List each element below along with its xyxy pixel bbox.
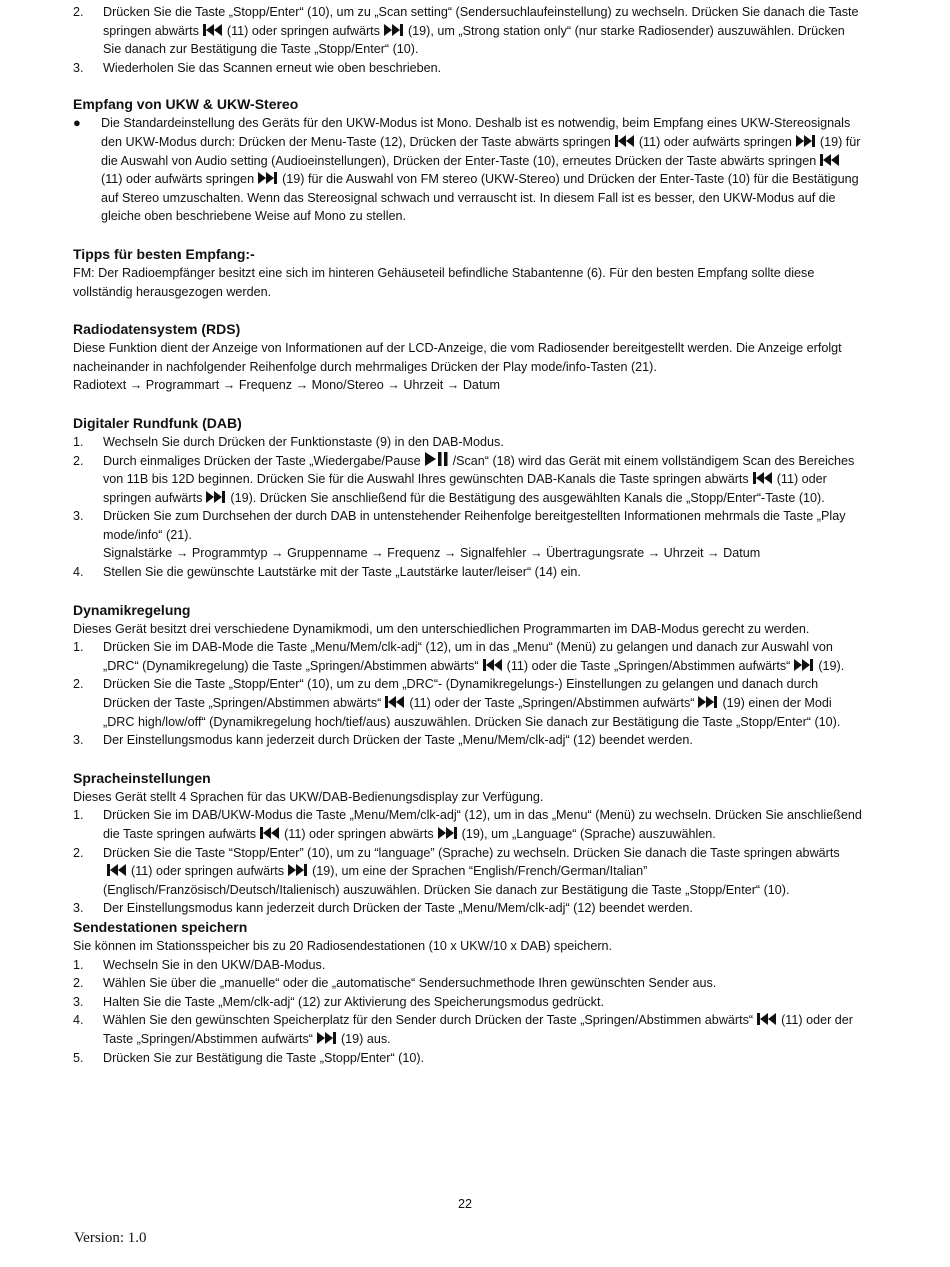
section-heading-rds: Radiodatensystem (RDS) xyxy=(73,321,241,338)
item-number: 3. xyxy=(73,901,84,916)
item-text: Drücken Sie zur Bestätigung die Taste „Stopp/Enter“ (10). xyxy=(103,1050,425,1065)
item-text: Wählen Sie über die „manuelle“ oder die „automatische“ Sendersuchmethode Ihren gewünschten Sender aus. xyxy=(103,976,717,991)
item-text: /Scan“ (18) wird das Gerät mit einem vollständigem Scan des Bereiches von 11B bis 12D beginnen. Drücken Sie für die Auswahl Ihres gewünschten DAB-Kanals die Taste springen abwärts xyxy=(103,453,855,487)
list-item xyxy=(73,956,863,975)
item-number: 2. xyxy=(73,677,84,692)
skip-forward-icon xyxy=(698,696,718,708)
item-number: 2. xyxy=(73,453,84,468)
item-text: (19) aus. xyxy=(340,1031,391,1046)
item-number: 1. xyxy=(73,434,84,449)
item-number: 2. xyxy=(73,976,84,991)
list-item xyxy=(73,844,863,900)
skip-forward-icon xyxy=(384,24,404,36)
item-number: 3. xyxy=(73,60,84,75)
dynamik-steps-list xyxy=(73,638,863,750)
item-text: Drücken Sie die Taste „Stopp/Enter“ (10), um zu „Scan setting“ (Sendersuchlaufeinstellung) zu wechseln. Drücken Sie danach die Taste springen abwärts xyxy=(103,5,859,38)
item-text: (11) oder springen aufwärts xyxy=(103,472,827,505)
skip-forward-icon xyxy=(796,135,816,147)
speichern-intro: Sie können im Stationsspeicher bis zu 20 Radiosendestationen (10 x UKW/10 x DAB) speichern. xyxy=(73,938,613,953)
item-text: Halten Sie die Taste „Mem/clk-adj“ (12) zur Aktivierung des Speicherungsmodus gedrückt. xyxy=(103,994,604,1009)
section-heading-dynamik: Dynamikregelung xyxy=(73,601,191,618)
item-text: (11) oder springen aufwärts xyxy=(131,864,285,879)
item-text: Durch einmaliges Drücken der Taste „Wiedergabe/Pause xyxy=(103,453,421,468)
item-text: Wechseln Sie durch Drücken der Funktionstaste (9) in den DAB-Modus. xyxy=(103,434,504,449)
list-item xyxy=(73,114,863,226)
page-content xyxy=(73,3,863,1067)
list-item xyxy=(73,3,863,59)
list-item xyxy=(73,563,863,582)
item-text: (11) oder aufwärts springen xyxy=(101,172,255,187)
dab-sequence: Signalstärke → Programmtyp → Gruppenname → Frequenz → Signalfehler → Übertragungsrate → Uhrzeit → Datum xyxy=(103,546,761,561)
tipps-text: FM: Der Radioempfänger besitzt eine sich im hinteren Gehäuseteil befindliche Stabantenne (6). Für den besten Empfang sollte diese vollständig herausgezogen werden. xyxy=(73,265,815,299)
item-number: 3. xyxy=(73,994,84,1009)
item-text: (19). xyxy=(818,658,845,673)
item-number: 1. xyxy=(73,957,84,972)
section-heading-sprache: Spracheinstellungen xyxy=(73,769,211,786)
item-text: (19) für die Auswahl von FM stereo (UKW-Stereo) und Drücken der Enter-Taste (10) für die Bestätigung auf Stereo umzuschalten. Wenn das Stereosignal schwach und verrauscht ist. In diesem Fall ist es besser, den UKW-Modus auf die gleiche oben beschriebene Weise auf Mono zu stellen. xyxy=(101,172,859,224)
skip-back-icon xyxy=(107,864,127,876)
ukw-bullet-list xyxy=(73,114,863,226)
section-heading-tipps: Tipps für besten Empfang:- xyxy=(73,245,255,262)
skip-back-icon xyxy=(203,24,223,36)
item-number: 4. xyxy=(73,1013,84,1028)
section-heading-ukw: Empfang von UKW & UKW-Stereo xyxy=(73,96,299,113)
skip-forward-icon xyxy=(317,1032,337,1044)
item-text: (19), um „Language“ (Sprache) auszuwählen. xyxy=(461,827,716,841)
item-text: (19), um „Strong station only“ (nur starke Radiosender) auszuwählen. Drücken Sie danach zur Bestätigung die Taste „Stopp/Enter“ (10). xyxy=(103,23,845,57)
item-text: Drücken Sie zum Durchsehen der durch DAB in untenstehender Reihenfolge bereitgestellten Informationen mehrmals die Taste „Play mode/info“ (21). xyxy=(103,509,846,542)
rds-sequence: Radiotext → Programmart → Frequenz → Mono/Stereo → Uhrzeit → Datum xyxy=(73,378,500,393)
item-number: 1. xyxy=(73,808,84,823)
skip-back-icon xyxy=(385,696,405,708)
skip-back-icon xyxy=(483,659,503,671)
item-text: Wechseln Sie in den UKW/DAB-Modus. xyxy=(103,957,326,972)
item-text: Der Einstellungsmodus kann jederzeit durch Drücken der Taste „Menu/Mem/clk-adj“ (12) beendet werden. xyxy=(103,901,693,916)
skip-forward-icon xyxy=(206,491,226,503)
list-item xyxy=(73,1011,863,1048)
item-number: 2. xyxy=(73,845,84,860)
page-number: 22 xyxy=(457,1197,472,1211)
scan-steps-list xyxy=(73,3,863,77)
list-item xyxy=(73,993,863,1012)
skip-forward-icon xyxy=(258,172,278,184)
item-text: (19) für die Auswahl von Audio setting (Audioeinstellungen), Drücken der Enter-Taste (10), erneutes Drücken der Taste abwärts springen xyxy=(101,134,861,168)
sprache-intro: Dieses Gerät stellt 4 Sprachen für das UKW/DAB-Bedienungsdisplay zur Verfügung. xyxy=(73,789,544,804)
item-text: Die Standardeinstellung des Geräts für den UKW-Modus ist Mono. Deshalb ist es notwendig, beim Empfang eines UKW-Stereosignals den UKW-Modus durch: Drücken der Menu-Taste (12), Drücken der Taste abwärts springen xyxy=(101,116,851,149)
bullet-icon: ● xyxy=(73,115,81,131)
item-text: (11) oder springen abwärts xyxy=(284,827,434,841)
skip-forward-icon xyxy=(288,864,308,876)
skip-forward-icon xyxy=(794,659,814,671)
item-number: 5. xyxy=(73,1050,84,1065)
item-number: 3. xyxy=(73,733,84,748)
skip-forward-icon xyxy=(438,827,458,839)
sprache-steps-list xyxy=(73,806,863,918)
item-text: Stellen Sie die gewünschte Lautstärke mit der Taste „Lautstärke lauter/leiser“ (14) ein. xyxy=(103,565,581,580)
dab-steps-list xyxy=(73,433,863,582)
list-item xyxy=(73,507,863,563)
item-text: Der Einstellungsmodus kann jederzeit durch Drücken der Taste „Menu/Mem/clk-adj“ (12) beendet werden. xyxy=(103,733,693,748)
skip-back-icon xyxy=(615,135,635,147)
skip-back-icon xyxy=(757,1013,777,1025)
section-heading-speichern: Sendestationen speichern xyxy=(73,918,248,935)
list-item xyxy=(73,806,863,843)
item-text: (11) oder springen aufwärts xyxy=(226,23,380,38)
list-item xyxy=(73,899,863,918)
skip-back-icon xyxy=(820,154,840,166)
item-text: Drücken Sie die Taste “Stopp/Enter” (10), um zu “language” (Sprache) zu wechseln. Drücken Sie danach die Taste springen abwärts xyxy=(103,845,840,860)
item-text: (19), um eine der Sprachen “English/French/German/Italian” (Englisch/Französisch/Deutsch/Italienisch) auszuwählen. Drücken Sie danach zur Bestätigung die Taste „Stopp/Enter“ (10). xyxy=(103,864,790,897)
item-text: (19). Drücken Sie anschließend für die Bestätigung des ausgewählten Kanals die „Stopp/Enter“-Taste (10). xyxy=(230,490,825,505)
item-text: Wiederholen Sie das Scannen erneut wie oben beschrieben. xyxy=(103,60,442,75)
version-label: Version: 1.0 xyxy=(74,1230,147,1246)
item-number: 2. xyxy=(73,5,84,19)
list-item xyxy=(73,452,863,508)
item-text: (11) oder die Taste „Springen/Abstimmen aufwärts“ xyxy=(506,658,791,673)
list-item xyxy=(73,675,863,731)
list-item xyxy=(73,433,863,452)
item-text: (11) oder aufwärts springen xyxy=(638,134,792,149)
item-text: (11) oder der Taste „Springen/Abstimmen aufwärts“ xyxy=(103,1013,853,1046)
list-item xyxy=(73,1049,863,1068)
item-text: (11) oder der Taste „Springen/Abstimmen aufwärts“ xyxy=(409,696,695,711)
section-heading-dab: Digitaler Rundfunk (DAB) xyxy=(73,414,242,431)
item-text: (19) einen der Modi „DRC high/low/off“ (Dynamikregelung hoch/tief/aus) auszuwählen. Drücken Sie danach zur Bestätigung die Taste „Stopp/Enter“ (10). xyxy=(103,696,841,729)
list-item xyxy=(73,731,863,750)
rds-text: Diese Funktion dient der Anzeige von Informationen auf der LCD-Anzeige, die vom Radiosender bereitgestellt werden. Die Anzeige erfolgt nacheinander in nachfolgender Reihenfolge durch mehrmaliges Drücken der Play mode/info-Tasten (21). xyxy=(73,341,842,374)
list-item xyxy=(73,638,863,675)
skip-back-icon xyxy=(753,472,773,484)
item-number: 3. xyxy=(73,509,84,524)
item-text: Wählen Sie den gewünschten Speicherplatz für den Sender durch Drücken der Taste „Springen/Abstimmen abwärts“ xyxy=(103,1013,754,1028)
item-text: Drücken Sie die Taste „Stopp/Enter“ (10), um zu dem „DRC“- (Dynamikregelungs-) Einstellungen zu gelangen und danach durch Drücken der Taste „Springen/Abstimmen abwärts“ xyxy=(103,677,819,711)
item-text: Drücken Sie im DAB/UKW-Modus die Taste „Menu/Mem/clk-adj“ (12), um in das „Menu“ (Menü) zu wechseln. Drücken Sie anschließend die Taste springen aufwärts xyxy=(103,808,862,841)
item-text: Drücken Sie im DAB-Mode die Taste „Menu/Mem/clk-adj“ (12), um in das „Menu“ (Menü) zu gelangen und danach zur Auswahl von „DRC“ (Dynamikregelung) die Taste „Springen/Abstimmen abwärts“ xyxy=(103,640,833,673)
dynamik-intro: Dieses Gerät besitzt drei verschiedene Dynamikmodi, um den unterschiedlichen Programmarten im DAB-Modus gerecht zu werden. xyxy=(73,621,810,636)
item-number: 4. xyxy=(73,565,84,580)
item-number: 1. xyxy=(73,640,84,655)
list-item xyxy=(73,59,863,78)
speichern-steps-list xyxy=(73,956,863,1068)
list-item xyxy=(73,974,863,993)
play-pause-icon xyxy=(425,452,449,466)
skip-back-icon xyxy=(260,827,280,839)
